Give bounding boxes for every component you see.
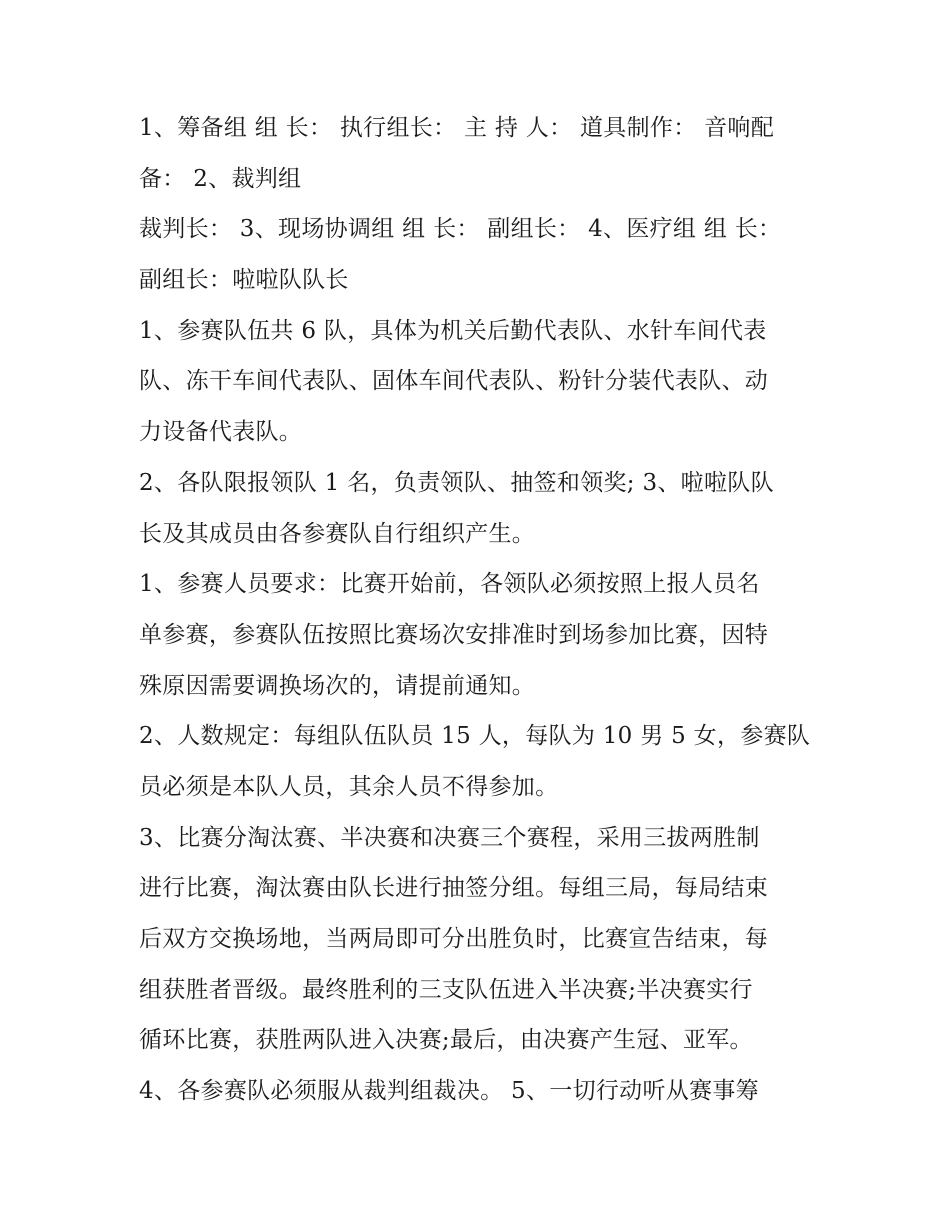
document-page: [139, 103, 819, 1117]
text-line: 3、比赛分淘汰赛、半决赛和决赛三个赛程，采用三拔两胜制: [139, 824, 760, 851]
text-line: 1、参赛队伍共 6 队，具体为机关后勤代表队、水针车间代表: [139, 317, 767, 344]
text-line: 裁判长： 3、现场协调组 组 长： 副组长： 4、医疗组 组 长：: [139, 216, 782, 243]
text-line: 进行比赛，淘汰赛由队长进行抽签分组。每组三局，每局结束: [139, 875, 769, 902]
text-line: 1、参赛人员要求：比赛开始前，各领队必须按照上报人员名: [139, 571, 760, 598]
text-line: 副组长：啦啦队队长: [139, 267, 349, 294]
text-line: 力设备代表队。: [139, 419, 303, 446]
text-line: 殊原因需要调换场次的，请提前通知。: [139, 672, 536, 699]
text-line: 备： 2、裁判组: [139, 165, 302, 192]
text-line: 单参赛，参赛队伍按照比赛场次安排准时到场参加比赛，因特: [139, 621, 769, 648]
text-line: 队、冻干车间代表队、固体车间代表队、粉针分装代表队、动: [139, 368, 769, 395]
text-line: 组获胜者晋级。最终胜利的三支队伍进入半决赛;半决赛实行: [139, 976, 753, 1003]
text-line: 2、人数规定：每组队伍队员 15 人，每队为 10 男 5 女，参赛队: [139, 723, 811, 750]
text-line: 循环比赛，获胜两队进入决赛;最后，由决赛产生冠、亚军。: [139, 1027, 753, 1054]
text-line: 1、筹备组 组 长： 执行组长： 主 持 人： 道具制作： 音响配: [139, 115, 775, 141]
text-line: 长及其成员由各参赛队自行组织产生。: [139, 520, 536, 547]
text-line: 后双方交换场地，当两局即可分出胜负时，比赛宣告结束，每: [139, 926, 769, 952]
text-line: 2、各队限报领队 1 名，负责领队、抽签和领奖; 3、啦啦队队: [139, 469, 774, 496]
text-line: 4、各参赛队必须服从裁判组裁决。 5、一切行动听从赛事筹: [139, 1078, 759, 1105]
text-line: 员必须是本队人员，其余人员不得参加。: [139, 773, 559, 800]
